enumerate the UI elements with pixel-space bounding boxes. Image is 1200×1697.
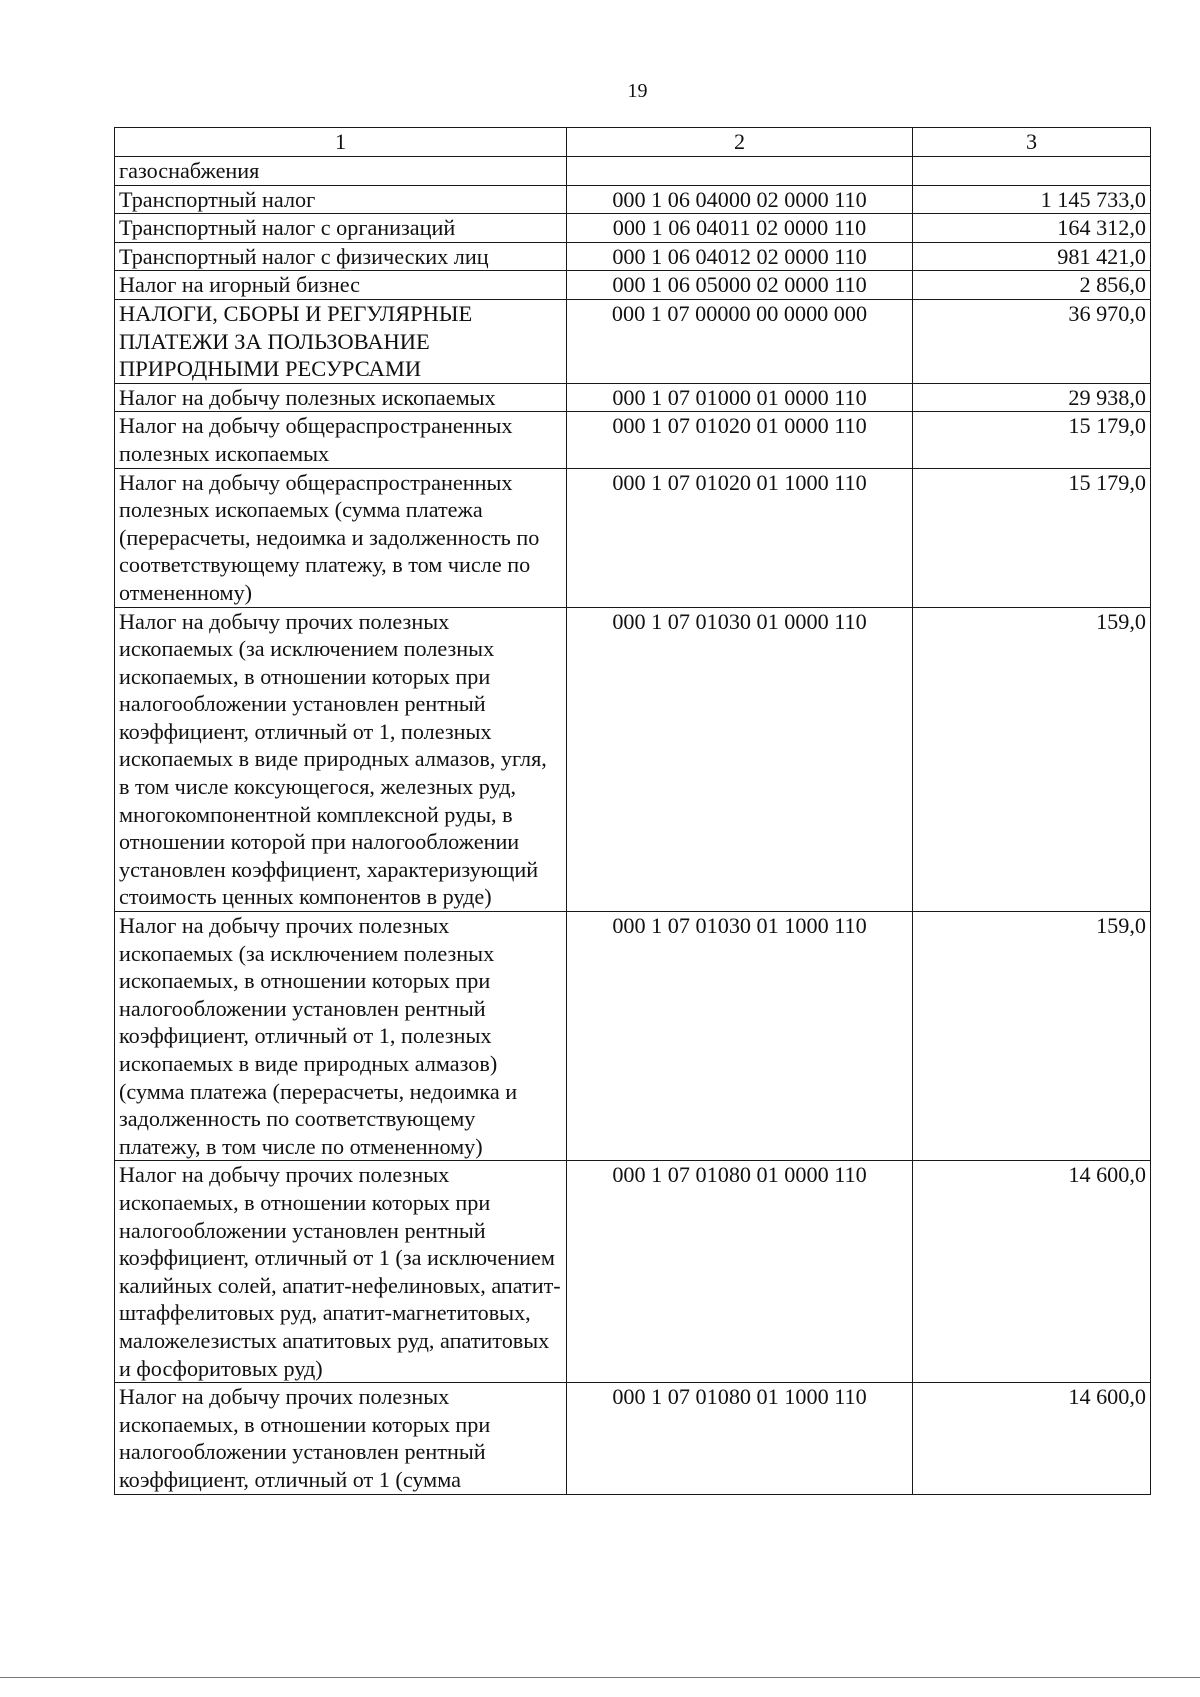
column-header-3: 3 xyxy=(913,128,1151,157)
row-name: Налог на добычу общераспространенных полезных ископаемых xyxy=(115,412,567,468)
row-amount: 14 600,0 xyxy=(913,1161,1151,1383)
column-header-2: 2 xyxy=(567,128,913,157)
page-bottom-rule xyxy=(0,1677,1200,1678)
row-name: Налог на добычу прочих полезных ископаемых (за исключением полезных ископаемых, в отношении которых при налогообложении установлен рентный коэффициент, отличный от 1, полезных ископаемых в виде природных алмазов) (сумма платежа (перерасчеты, недоимка и задолженность по соответствующему платежу, в том числе по отмененному) xyxy=(115,912,567,1161)
row-amount: 159,0 xyxy=(913,912,1151,1161)
row-name: Транспортный налог с организаций xyxy=(115,214,567,243)
row-code: 000 1 06 04011 02 0000 110 xyxy=(567,214,913,243)
row-name: газоснабжения xyxy=(115,157,567,186)
table-row xyxy=(115,157,1151,186)
row-amount: 36 970,0 xyxy=(913,299,1151,383)
table-row xyxy=(115,912,1151,1161)
row-code: 000 1 07 01030 01 0000 110 xyxy=(567,607,913,912)
row-name: Налог на добычу полезных ископаемых xyxy=(115,383,567,412)
table-row xyxy=(115,185,1151,214)
row-code: 000 1 07 01020 01 0000 110 xyxy=(567,412,913,468)
table-row xyxy=(115,468,1151,607)
row-code: 000 1 06 04000 02 0000 110 xyxy=(567,185,913,214)
row-amount: 14 600,0 xyxy=(913,1383,1151,1494)
row-amount: 164 312,0 xyxy=(913,214,1151,243)
table-row xyxy=(115,1383,1151,1494)
row-code: 000 1 07 01000 01 0000 110 xyxy=(567,383,913,412)
row-amount: 1 145 733,0 xyxy=(913,185,1151,214)
row-name: Налог на добычу общераспространенных полезных ископаемых (сумма платежа (перерасчеты, недоимка и задолженность по соответствующему платежу, в том числе по отмененному) xyxy=(115,468,567,607)
table-row xyxy=(115,383,1151,412)
row-amount: 29 938,0 xyxy=(913,383,1151,412)
table-row xyxy=(115,271,1151,300)
row-amount xyxy=(913,157,1151,186)
row-name: Налог на игорный бизнес xyxy=(115,271,567,300)
row-amount: 159,0 xyxy=(913,607,1151,912)
row-code xyxy=(567,157,913,186)
row-amount: 15 179,0 xyxy=(913,412,1151,468)
revenue-table xyxy=(114,127,1151,1495)
row-code: 000 1 07 00000 00 0000 000 xyxy=(567,299,913,383)
row-code: 000 1 06 04012 02 0000 110 xyxy=(567,242,913,271)
row-code: 000 1 07 01020 01 1000 110 xyxy=(567,468,913,607)
table-row xyxy=(115,607,1151,912)
row-name: Налог на добычу прочих полезных ископаемых, в отношении которых при налогообложении установлен рентный коэффициент, отличный от 1 (сумма xyxy=(115,1383,567,1494)
row-name: Налог на добычу прочих полезных ископаемых, в отношении которых при налогообложении установлен рентный коэффициент, отличный от 1 (за исключением калийных солей, апатит-нефелиновых, апатит-штаффелитовых руд, апатит-магнетитовых, маложелезистых апатитовых руд, апатитовых и фосфоритовых руд) xyxy=(115,1161,567,1383)
row-amount: 2 856,0 xyxy=(913,271,1151,300)
table-row xyxy=(115,412,1151,468)
table-header-row xyxy=(115,128,1151,157)
row-code: 000 1 06 05000 02 0000 110 xyxy=(567,271,913,300)
table-row xyxy=(115,214,1151,243)
row-name: Транспортный налог с физических лиц xyxy=(115,242,567,271)
row-name: НАЛОГИ, СБОРЫ И РЕГУЛЯРНЫЕ ПЛАТЕЖИ ЗА ПОЛЬЗОВАНИЕ ПРИРОДНЫМИ РЕСУРСАМИ xyxy=(115,299,567,383)
page-number: 19 xyxy=(627,80,648,102)
row-amount: 15 179,0 xyxy=(913,468,1151,607)
column-header-1: 1 xyxy=(115,128,567,157)
row-name: Транспортный налог xyxy=(115,185,567,214)
row-code: 000 1 07 01030 01 1000 110 xyxy=(567,912,913,1161)
table-row xyxy=(115,242,1151,271)
row-name: Налог на добычу прочих полезных ископаемых (за исключением полезных ископаемых, в отношении которых при налогообложении установлен рентный коэффициент, отличный от 1, полезных ископаемых в виде природных алмазов, угля, в том числе коксующегося, железных руд, многокомпонентной комплексной руды, в отношении которой при налогообложении установлен коэффициент, характеризующий стоимость ценных компонентов в руде) xyxy=(115,607,567,912)
row-code: 000 1 07 01080 01 1000 110 xyxy=(567,1383,913,1494)
table-row xyxy=(115,299,1151,383)
row-amount: 981 421,0 xyxy=(913,242,1151,271)
row-code: 000 1 07 01080 01 0000 110 xyxy=(567,1161,913,1383)
table-row xyxy=(115,1161,1151,1383)
